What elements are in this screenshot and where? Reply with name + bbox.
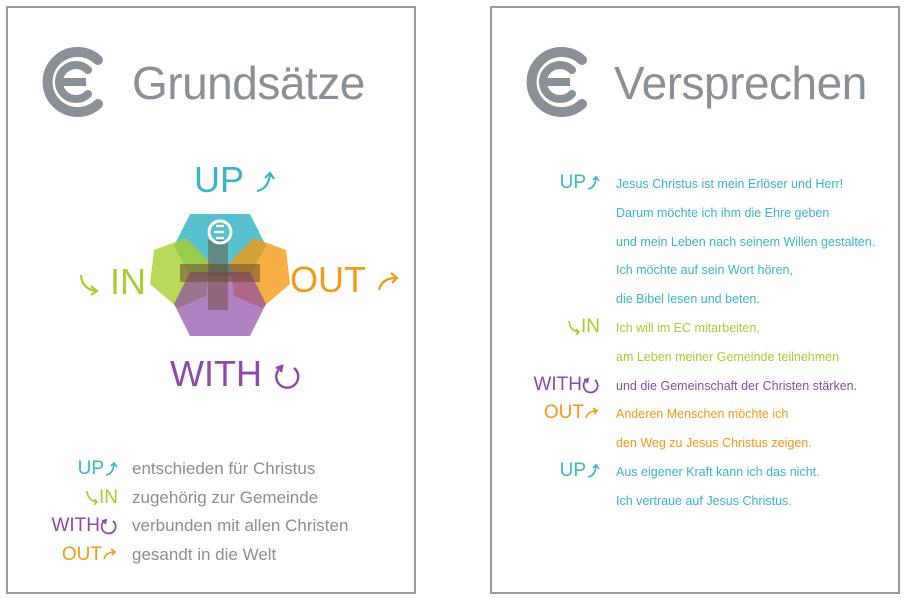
promise-line [492, 258, 898, 287]
grundsaetze-card [6, 6, 416, 594]
up-arrow-icon [586, 175, 600, 191]
legend-key-in: IN [85, 487, 118, 509]
legend-row-with [30, 513, 410, 542]
promise-line [492, 172, 898, 201]
promise-line [492, 402, 898, 431]
out-arrow-icon [376, 270, 402, 294]
legend-key-with: WITH [51, 515, 118, 537]
diagram-up-label: UP [194, 162, 276, 198]
diagram-in-label: IN [78, 264, 146, 300]
promise-line [492, 489, 898, 518]
ec-logo-icon [42, 46, 114, 118]
in-arrow-icon [85, 489, 99, 505]
promise-line-text: Jesus Christus ist mein Erlöser und Herr! [616, 177, 844, 191]
page-title: Versprechen [614, 57, 867, 109]
promise-line [492, 230, 898, 259]
out-arrow-icon [102, 547, 118, 561]
out-arrow-icon [584, 406, 600, 420]
promise-line-text: den Weg zu Jesus Christus zeigen. [616, 436, 812, 451]
promise-key-up: UP [560, 460, 600, 482]
up-arrow-icon [104, 461, 118, 477]
legend-key-out: OUT [62, 544, 118, 566]
with-circle-arrow-icon [100, 517, 118, 535]
promise-line-text: am Leben meiner Gemeinde teilnehmen [616, 349, 840, 364]
diagram-out-label: OUT [290, 262, 402, 298]
promise-text [492, 172, 898, 518]
promise-line [492, 431, 898, 460]
promise-key-with: WITH [533, 374, 600, 396]
legend-row-in [30, 485, 410, 514]
legend-text: verbunden mit allen Christen [132, 516, 349, 535]
promise-line-text: Aus eigener Kraft kann ich das nicht. [616, 464, 820, 479]
overlapping-hexagons-graphic [150, 210, 290, 338]
in-arrow-icon [567, 319, 581, 335]
in-arrow-icon [78, 271, 100, 297]
legend [30, 456, 410, 570]
promise-line-text: und die Gemeinschaft der Christen stärken. [616, 378, 858, 393]
promise-line-text: die Bibel lesen und beten. [616, 292, 760, 307]
promise-line-text: Anderen Menschen möchte ich [616, 407, 789, 422]
legend-row-up [30, 456, 410, 485]
legend-key-up: UP [78, 458, 118, 480]
page-title: Grundsätze [132, 57, 365, 109]
up-in-out-with-diagram [68, 156, 368, 402]
up-arrow-icon [254, 169, 276, 195]
legend-text: entschieden für Christus [132, 459, 316, 478]
with-circle-arrow-icon [582, 376, 600, 394]
promise-key-out: OUT [544, 402, 600, 424]
promise-line-text: Ich möchte auf sein Wort hören, [616, 263, 793, 278]
promise-key-up: UP [560, 172, 600, 194]
promise-line [492, 201, 898, 230]
promise-line-text: Ich vertraue auf Jesus Christus. [616, 493, 792, 508]
promise-line [492, 316, 898, 345]
with-circle-arrow-icon [272, 361, 302, 391]
versprechen-card [490, 6, 900, 594]
promise-key-in: IN [567, 316, 600, 338]
promise-line-text: Ich will im EC mitarbeiten, [616, 320, 760, 335]
legend-text: gesandt in die Welt [132, 544, 277, 564]
promise-line [492, 460, 898, 489]
up-arrow-icon [586, 463, 600, 479]
legend-row-out [30, 542, 410, 571]
diagram-with-label: WITH [170, 356, 302, 392]
ec-logo-icon [526, 46, 598, 118]
promise-line [492, 287, 898, 316]
promise-line [492, 374, 898, 403]
promise-line-text: Darum möchte ich ihm die Ehre geben [616, 205, 830, 220]
promise-line-text: und mein Leben nach seinem Willen gestalten. [616, 234, 876, 249]
promise-line [492, 345, 898, 374]
legend-text: zugehörig zur Gemeinde [132, 487, 319, 507]
